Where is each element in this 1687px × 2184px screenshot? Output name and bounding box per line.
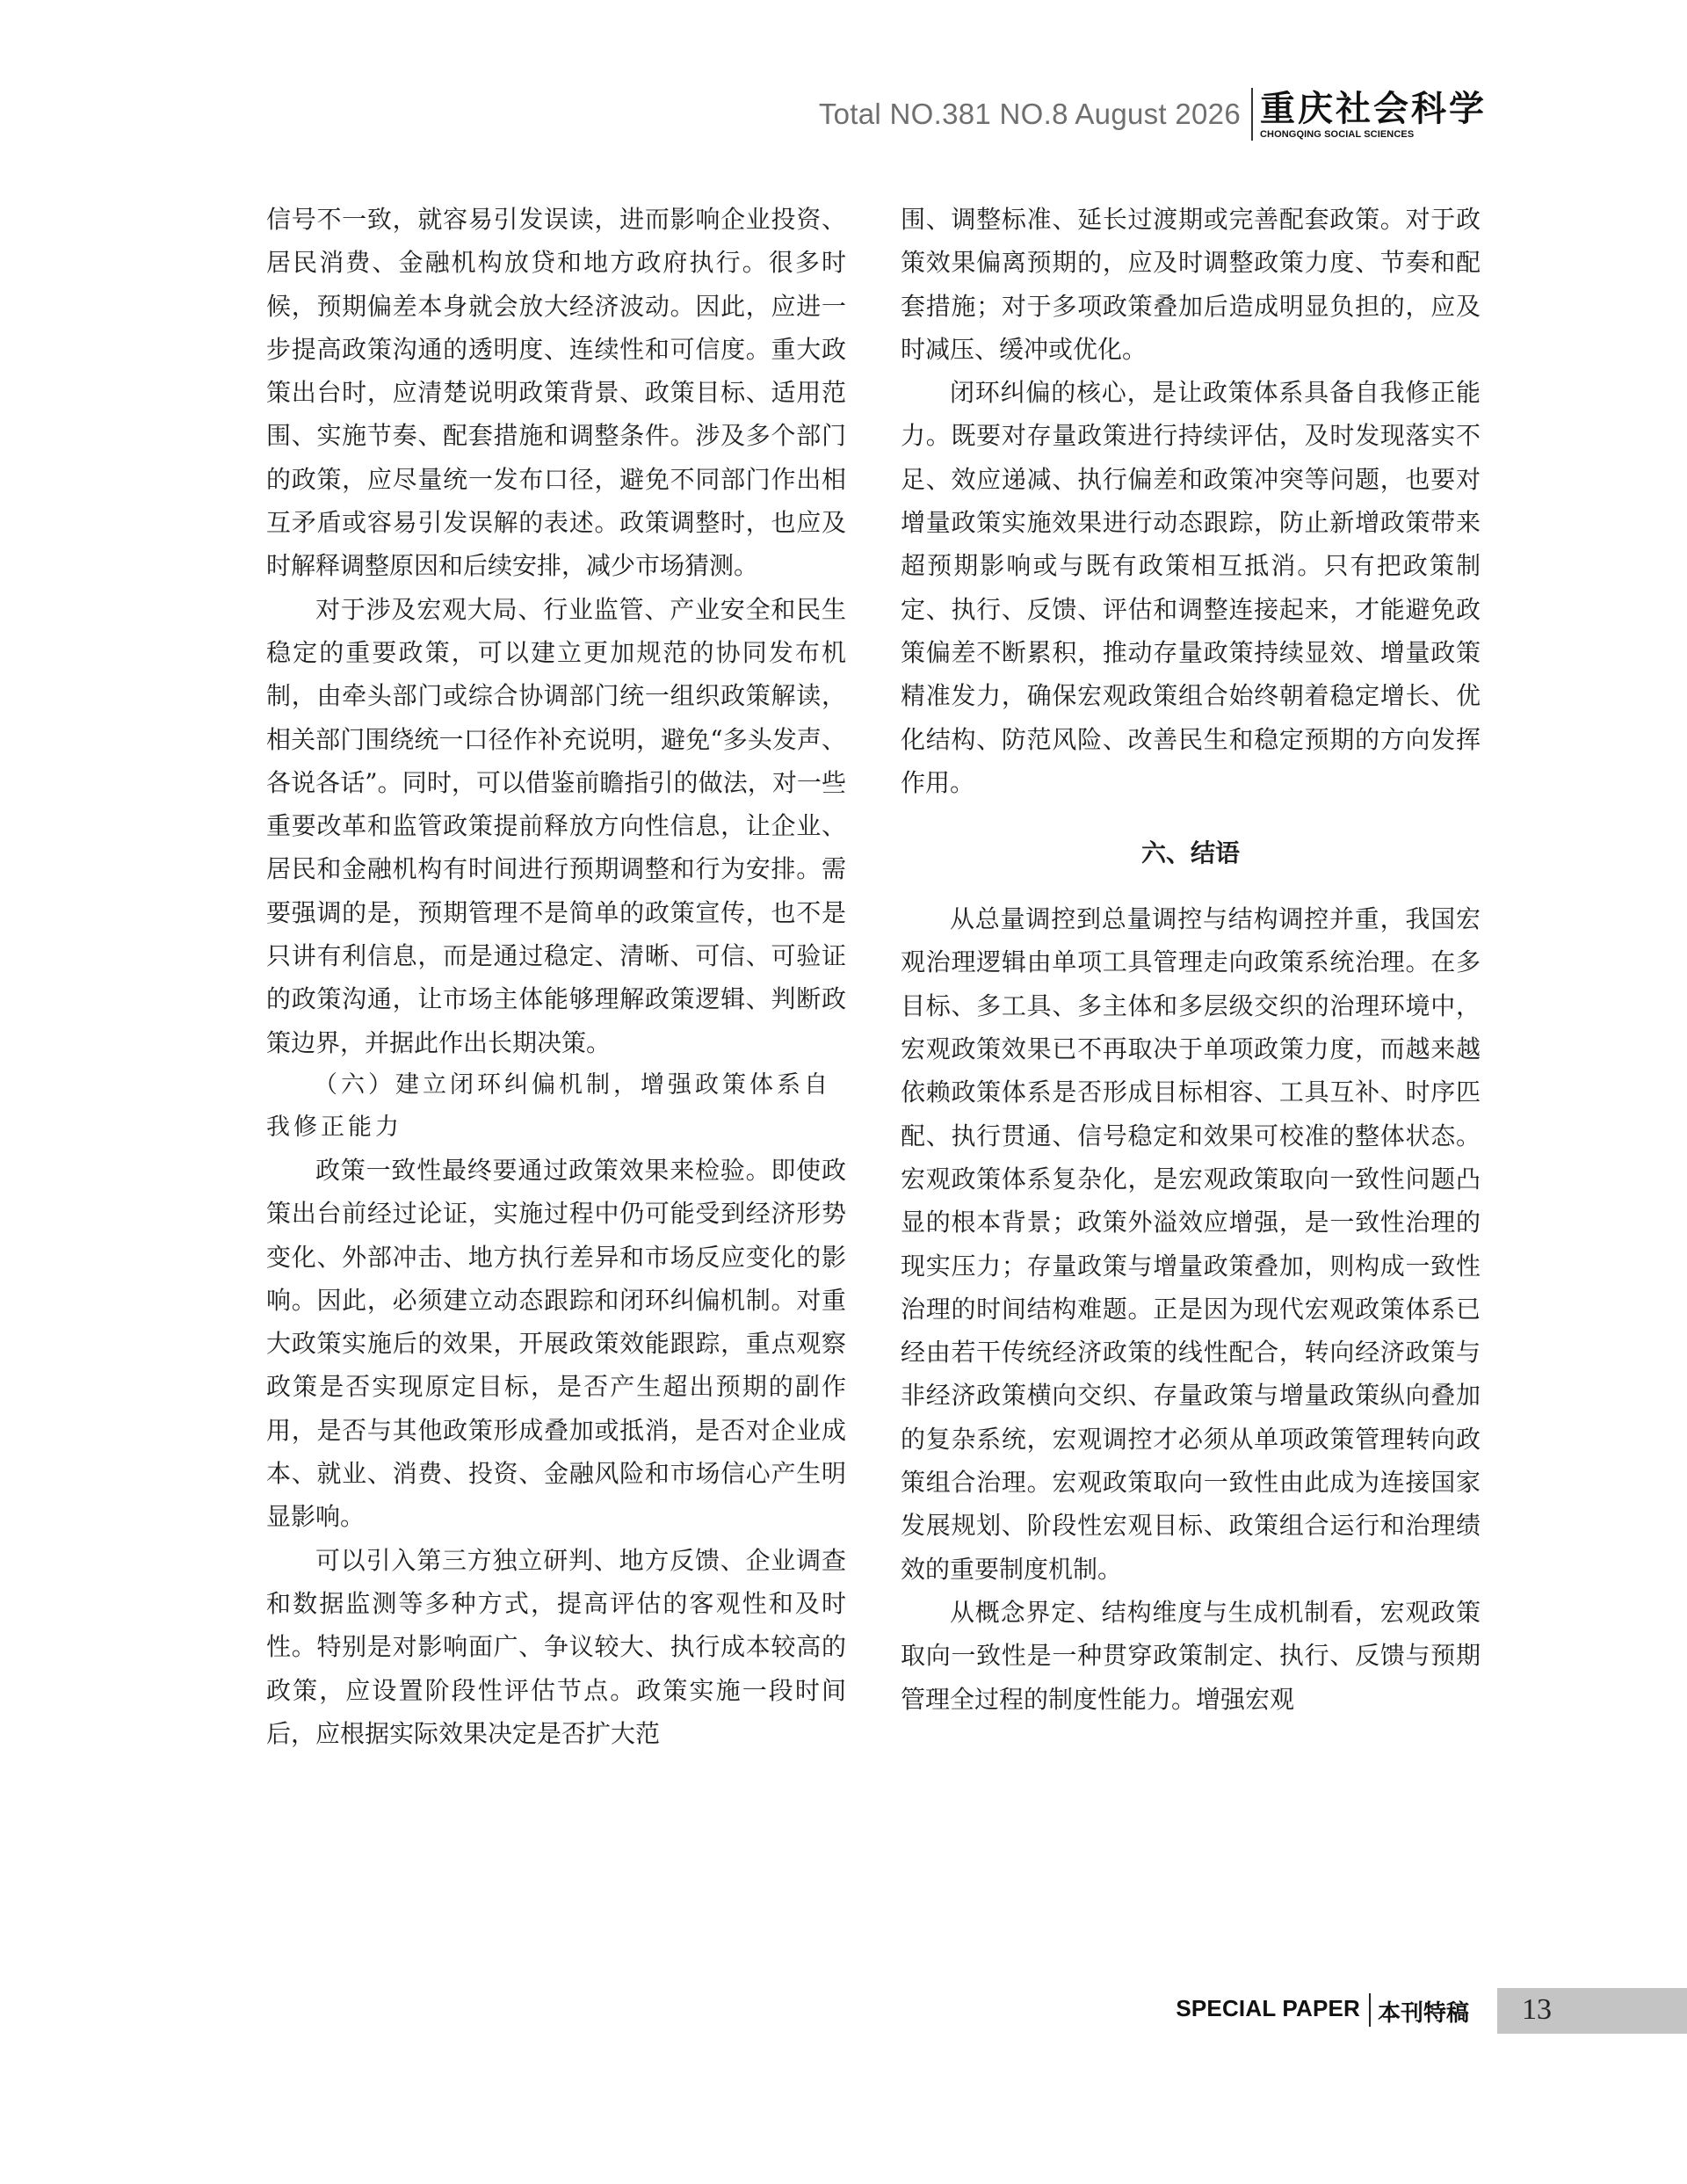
paragraph: 信号不一致，就容易引发误读，进而影响企业投资、居民消费、金融机构放贷和地方政府执行。很多时候，预期偏差本身就会放大经济波动。因此，应进一步提高政策沟通的透明度、连续性和可信度。重大政策出台时，应清楚说明政策背景、政策目标、适用范围、实施节奏、配套措施和调整条件。涉及多个部门的政策，应尽量统一发布口径，避免不同部门作出相互矛盾或容易引发误解的表述。政策调整时，也应及时解释调整原因和后续安排，减少市场猜测。 [266, 205, 846, 581]
paragraph: 对于涉及宏观大局、行业监管、产业安全和民生稳定的重要政策，可以建立更加规范的协同发布机制，由牵头部门或综合协调部门统一组织政策解读，相关部门围绕统一口径作补充说明，避免“多头发声、各说各话”。同时，可以借鉴前瞻指引的做法，对一些重要改革和监管政策提前释放方向性信息，让企业、居民和金融机构有时间进行预期调整和行为安排。需要强调的是，预期管理不是简单的政策宣传，也不是只讲有利信息，而是通过稳定、清晰、可信、可验证的政策沟通，让市场主体能够理解政策逻辑、判断政策边界，并据此作出长期决策。 [266, 594, 846, 1057]
journal-name-cn: 重庆社会科学 [1260, 89, 1487, 129]
paragraph: 闭环纠偏的核心，是让政策体系具备自我修正能力。既要对存量政策进行持续评估，及时发现落实不足、效应递减、执行偏差和政策冲突等问题，也要对增量政策实施效果进行动态跟踪，防止新增政策带来超预期影响或与既有政策相互抵消。只有把政策制定、执行、反馈、评估和调整连接起来，才能避免政策偏差不断累积，推动存量政策持续显效、增量政策精准发力，确保宏观政策组合始终朝着稳定增长、优化结构、防范风险、改善民生和稳定预期的方向发挥作用。 [901, 378, 1481, 797]
section-label-cn: 本刊特稿 [1378, 2000, 1470, 2027]
left-column [266, 198, 846, 1755]
paragraph: 政策一致性最终要通过政策效果来检验。即使政策出台前经过论证，实施过程中仍可能受到经济形势变化、外部冲击、地方执行差异和市场反应变化的影响。因此，必须建立动态跟踪和闭环纠偏机制。对重大政策实施后的效果，开展政策效能跟踪，重点观察政策是否实现原定目标，是否产生超出预期的副作用，是否与其他政策形成叠加或抵消，是否对企业成本、就业、消费、投资、金融风险和市场信心产生明显影响。 [266, 1155, 846, 1532]
paragraph: 从总量调控到总量调控与结构调控并重，我国宏观治理逻辑由单项工具管理走向政策系统治理。在多目标、多工具、多主体和多层级交织的治理环境中，宏观政策效果已不再取决于单项政策力度，而越来越依赖政策体系是否形成目标相容、工具互补、时序匹配、执行贯通、信号稳定和效果可校准的整体状态。宏观政策体系复杂化，是宏观政策取向一致性问题凸显的根本背景；政策外溢效应增强，是一致性治理的现实压力；存量政策与增量政策叠加，则构成一致性治理的时间结构难题。正是因为现代宏观政策体系已经由若干传统经济政策的线性配合，转向经济政策与非经济政策横向交织、存量政策与增量政策纵向叠加的复杂系统，宏观调控才必须从单项政策管理转向政策组合治理。宏观政策取向一致性由此成为连接国家发展规划、阶段性宏观目标、政策组合运行和治理绩效的重要制度机制。 [901, 904, 1481, 1584]
page-number: 13 [1522, 1993, 1552, 2026]
right-column [901, 198, 1481, 1721]
footer-divider [1369, 1993, 1371, 2027]
journal-name-en: CHONGQING SOCIAL SCIENCES [1260, 129, 1415, 140]
header-divider [1251, 88, 1253, 141]
section-label-en: SPECIAL PAPER [1176, 1995, 1360, 2021]
paragraph: 可以引入第三方独立研判、地方反馈、企业调查和数据监测等多种方式，提高评估的客观性和及时性。特别是对影响面广、争议较大、执行成本较高的政策，应设置阶段性评估节点。政策实施一段时间后，应根据实际效果决定是否扩大范 [266, 1545, 846, 1748]
page-number-box [1497, 1988, 1687, 2034]
page-header [819, 88, 1487, 141]
issue-info: Total NO.381 NO.8 August 2026 [818, 98, 1241, 130]
page-footer [0, 1988, 1687, 2034]
paragraph: 围、调整标准、延长过渡期或完善配套政策。对于政策效果偏离预期的，应及时调整政策力度、节奏和配套措施；对于多项政策叠加后造成明显负担的，应及时减压、缓冲或优化。 [901, 205, 1481, 364]
paragraph: 从概念界定、结构维度与生成机制看，宏观政策取向一致性是一种贯穿政策制定、执行、反馈与预期管理全过程的制度性能力。增强宏观 [901, 1597, 1481, 1714]
section-subheading: （六）建立闭环纠偏机制，增强政策体系自我修正能力 [266, 1070, 831, 1141]
section-heading: 六、结语 [1140, 838, 1240, 868]
journal-masthead [1260, 89, 1487, 140]
